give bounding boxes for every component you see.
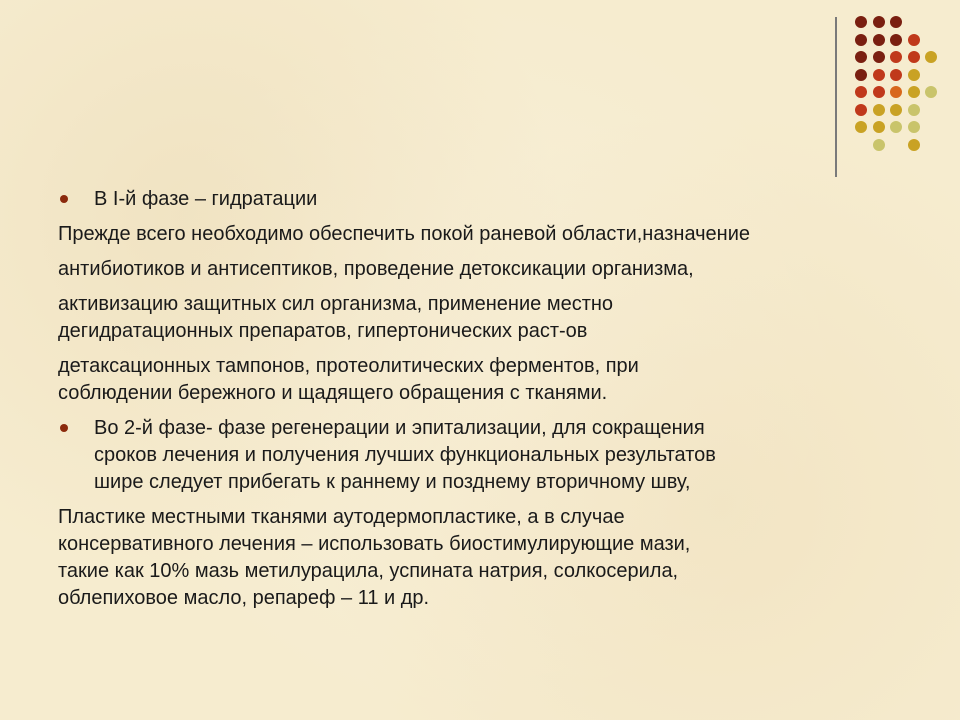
decorative-dot — [855, 16, 867, 28]
decorative-dot — [855, 121, 867, 133]
decorative-dot — [908, 51, 920, 63]
decorative-dot — [925, 51, 937, 63]
text-line: антибиотиков и антисептиков, проведение детоксикации организма, — [58, 258, 694, 280]
decorative-dot — [873, 69, 885, 81]
text-line: шире следует прибегать к раннему и позднему вторичному шву, — [94, 471, 691, 493]
decorative-dot — [890, 34, 902, 46]
decorative-dot — [873, 104, 885, 116]
text-line: дегидратационных препаратов, гипертонических раст-ов — [58, 320, 588, 342]
decorative-dot — [908, 34, 920, 46]
text-line: такие как 10% мазь метилурацила, успината натрия, солкосерила, — [58, 560, 679, 582]
decorative-dot — [873, 16, 885, 28]
paragraph — [58, 291, 918, 345]
bullet-paragraph-phase-2 — [58, 415, 918, 496]
bullet-icon — [60, 195, 68, 203]
bullet-icon — [60, 424, 68, 432]
text-line: консервативного лечения – использовать биостимулирующие мази, — [58, 533, 691, 555]
text-line: В I-й фазе – гидратации — [94, 188, 318, 210]
text-line: Прежде всего необходимо обеспечить покой раневой области,назначение — [58, 223, 751, 245]
decorative-dot — [908, 121, 920, 133]
paragraph — [58, 504, 918, 612]
text-line: активизацию защитных сил организма, применение местно — [58, 293, 614, 315]
text-line: Во 2-й фазе- фазе регенерации и эпитализации, для сокращения — [94, 417, 705, 439]
decorative-dot — [855, 86, 867, 98]
text-line: облепиховое масло, репареф – 11 и др. — [58, 587, 430, 609]
decorative-dot — [873, 139, 885, 151]
decorative-dot — [908, 104, 920, 116]
text-line: детаксационных тампонов, протеолитических ферментов, при — [58, 355, 639, 377]
decorative-dot — [855, 104, 867, 116]
decorative-dot — [890, 121, 902, 133]
text-line: соблюдении бережного и щадящего обращения с тканями. — [58, 382, 608, 404]
text-line: сроков лечения и получения лучших функциональных результатов — [94, 444, 716, 466]
decorative-dot — [908, 139, 920, 151]
decorative-dot — [855, 34, 867, 46]
paragraph — [58, 256, 918, 283]
decorative-dot — [908, 69, 920, 81]
decorative-dot — [890, 104, 902, 116]
text-line: Пластике местными тканями аутодермопластике, а в случае — [58, 506, 625, 528]
decorative-divider-line — [835, 17, 837, 177]
paragraph — [58, 353, 918, 407]
decorative-dot — [873, 121, 885, 133]
decorative-dot — [925, 86, 937, 98]
decorative-dot — [873, 51, 885, 63]
decorative-dot — [855, 69, 867, 81]
decorative-dot — [890, 16, 902, 28]
decorative-dot — [873, 34, 885, 46]
bullet-paragraph-phase-1 — [58, 186, 918, 213]
decorative-dot — [873, 86, 885, 98]
decorative-dot — [855, 51, 867, 63]
decorative-dot — [890, 51, 902, 63]
decorative-dot — [890, 86, 902, 98]
slide-body — [58, 186, 918, 620]
paragraph — [58, 221, 918, 248]
decorative-dot — [908, 86, 920, 98]
decorative-dot — [890, 69, 902, 81]
